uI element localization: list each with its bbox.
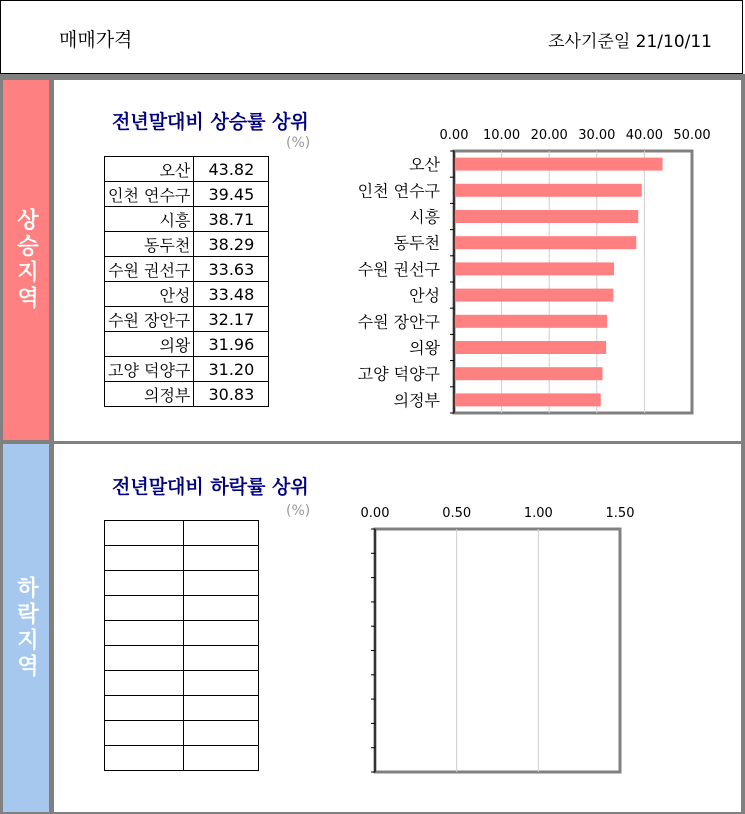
- region-name: 시흥: [105, 207, 194, 232]
- category-label: 안성: [409, 286, 440, 306]
- region-name: 의왕: [105, 332, 194, 357]
- x-tick-label: 1.50: [605, 506, 635, 521]
- rate-value: 43.82: [194, 157, 269, 182]
- x-tick-label: 0.50: [442, 506, 472, 521]
- rate-value: 31.20: [194, 357, 269, 382]
- rise-side-label: 상승지역: [3, 80, 49, 440]
- category-label: 고양 덕양구: [357, 364, 440, 384]
- rate-value: 33.48: [194, 282, 269, 307]
- region-name: 인천 연수구: [105, 182, 194, 207]
- x-tick-label: 0.00: [439, 128, 469, 143]
- fall-title: 전년말대비 하락률 상위: [112, 476, 309, 498]
- category-label: 수원 장안구: [357, 312, 440, 332]
- category-label: 인천 연수구: [357, 181, 440, 201]
- region-name: 수원 권선구: [105, 257, 194, 282]
- region-name: 수원 장안구: [105, 307, 194, 332]
- x-tick-label: 40.00: [625, 128, 664, 143]
- category-label: 시흥: [409, 207, 440, 227]
- region-name: 오산: [105, 157, 194, 182]
- rate-value: 32.17: [194, 307, 269, 332]
- category-label: 의정부: [393, 390, 440, 410]
- category-label: 수원 권선구: [357, 259, 440, 279]
- plot-area: [375, 529, 620, 772]
- rise-title: 전년말대비 상승률 상위: [112, 111, 309, 133]
- region-name: 안성: [105, 282, 194, 307]
- fall-unit: (%): [286, 503, 311, 519]
- fall-side-label: 하락지역: [3, 444, 49, 812]
- region-name: 고양 덕양구: [105, 357, 194, 382]
- rate-value: 38.71: [194, 207, 269, 232]
- x-tick-label: 0.00: [360, 506, 390, 521]
- region-name: 동두천: [105, 232, 194, 257]
- rate-value: 39.45: [194, 182, 269, 207]
- x-tick-label: 30.00: [578, 128, 616, 143]
- x-tick-label: 50.00: [673, 128, 711, 143]
- rate-value: 38.29: [194, 232, 269, 257]
- rise-unit: (%): [286, 135, 311, 151]
- category-label: 의왕: [409, 338, 440, 358]
- x-tick-label: 10.00: [482, 128, 521, 143]
- category-label: 오산: [409, 155, 440, 175]
- rate-value: 33.63: [194, 257, 269, 282]
- rate-value: 30.83: [194, 382, 269, 407]
- survey-date: 조사기준일 21/10/11: [548, 32, 712, 52]
- x-tick-label: 20.00: [530, 128, 568, 143]
- x-tick-label: 1.00: [523, 506, 553, 521]
- page-title: 매매가격: [59, 29, 133, 51]
- region-name: 의정부: [105, 382, 194, 407]
- category-label: 동두천: [393, 233, 440, 253]
- rate-value: 31.96: [194, 332, 269, 357]
